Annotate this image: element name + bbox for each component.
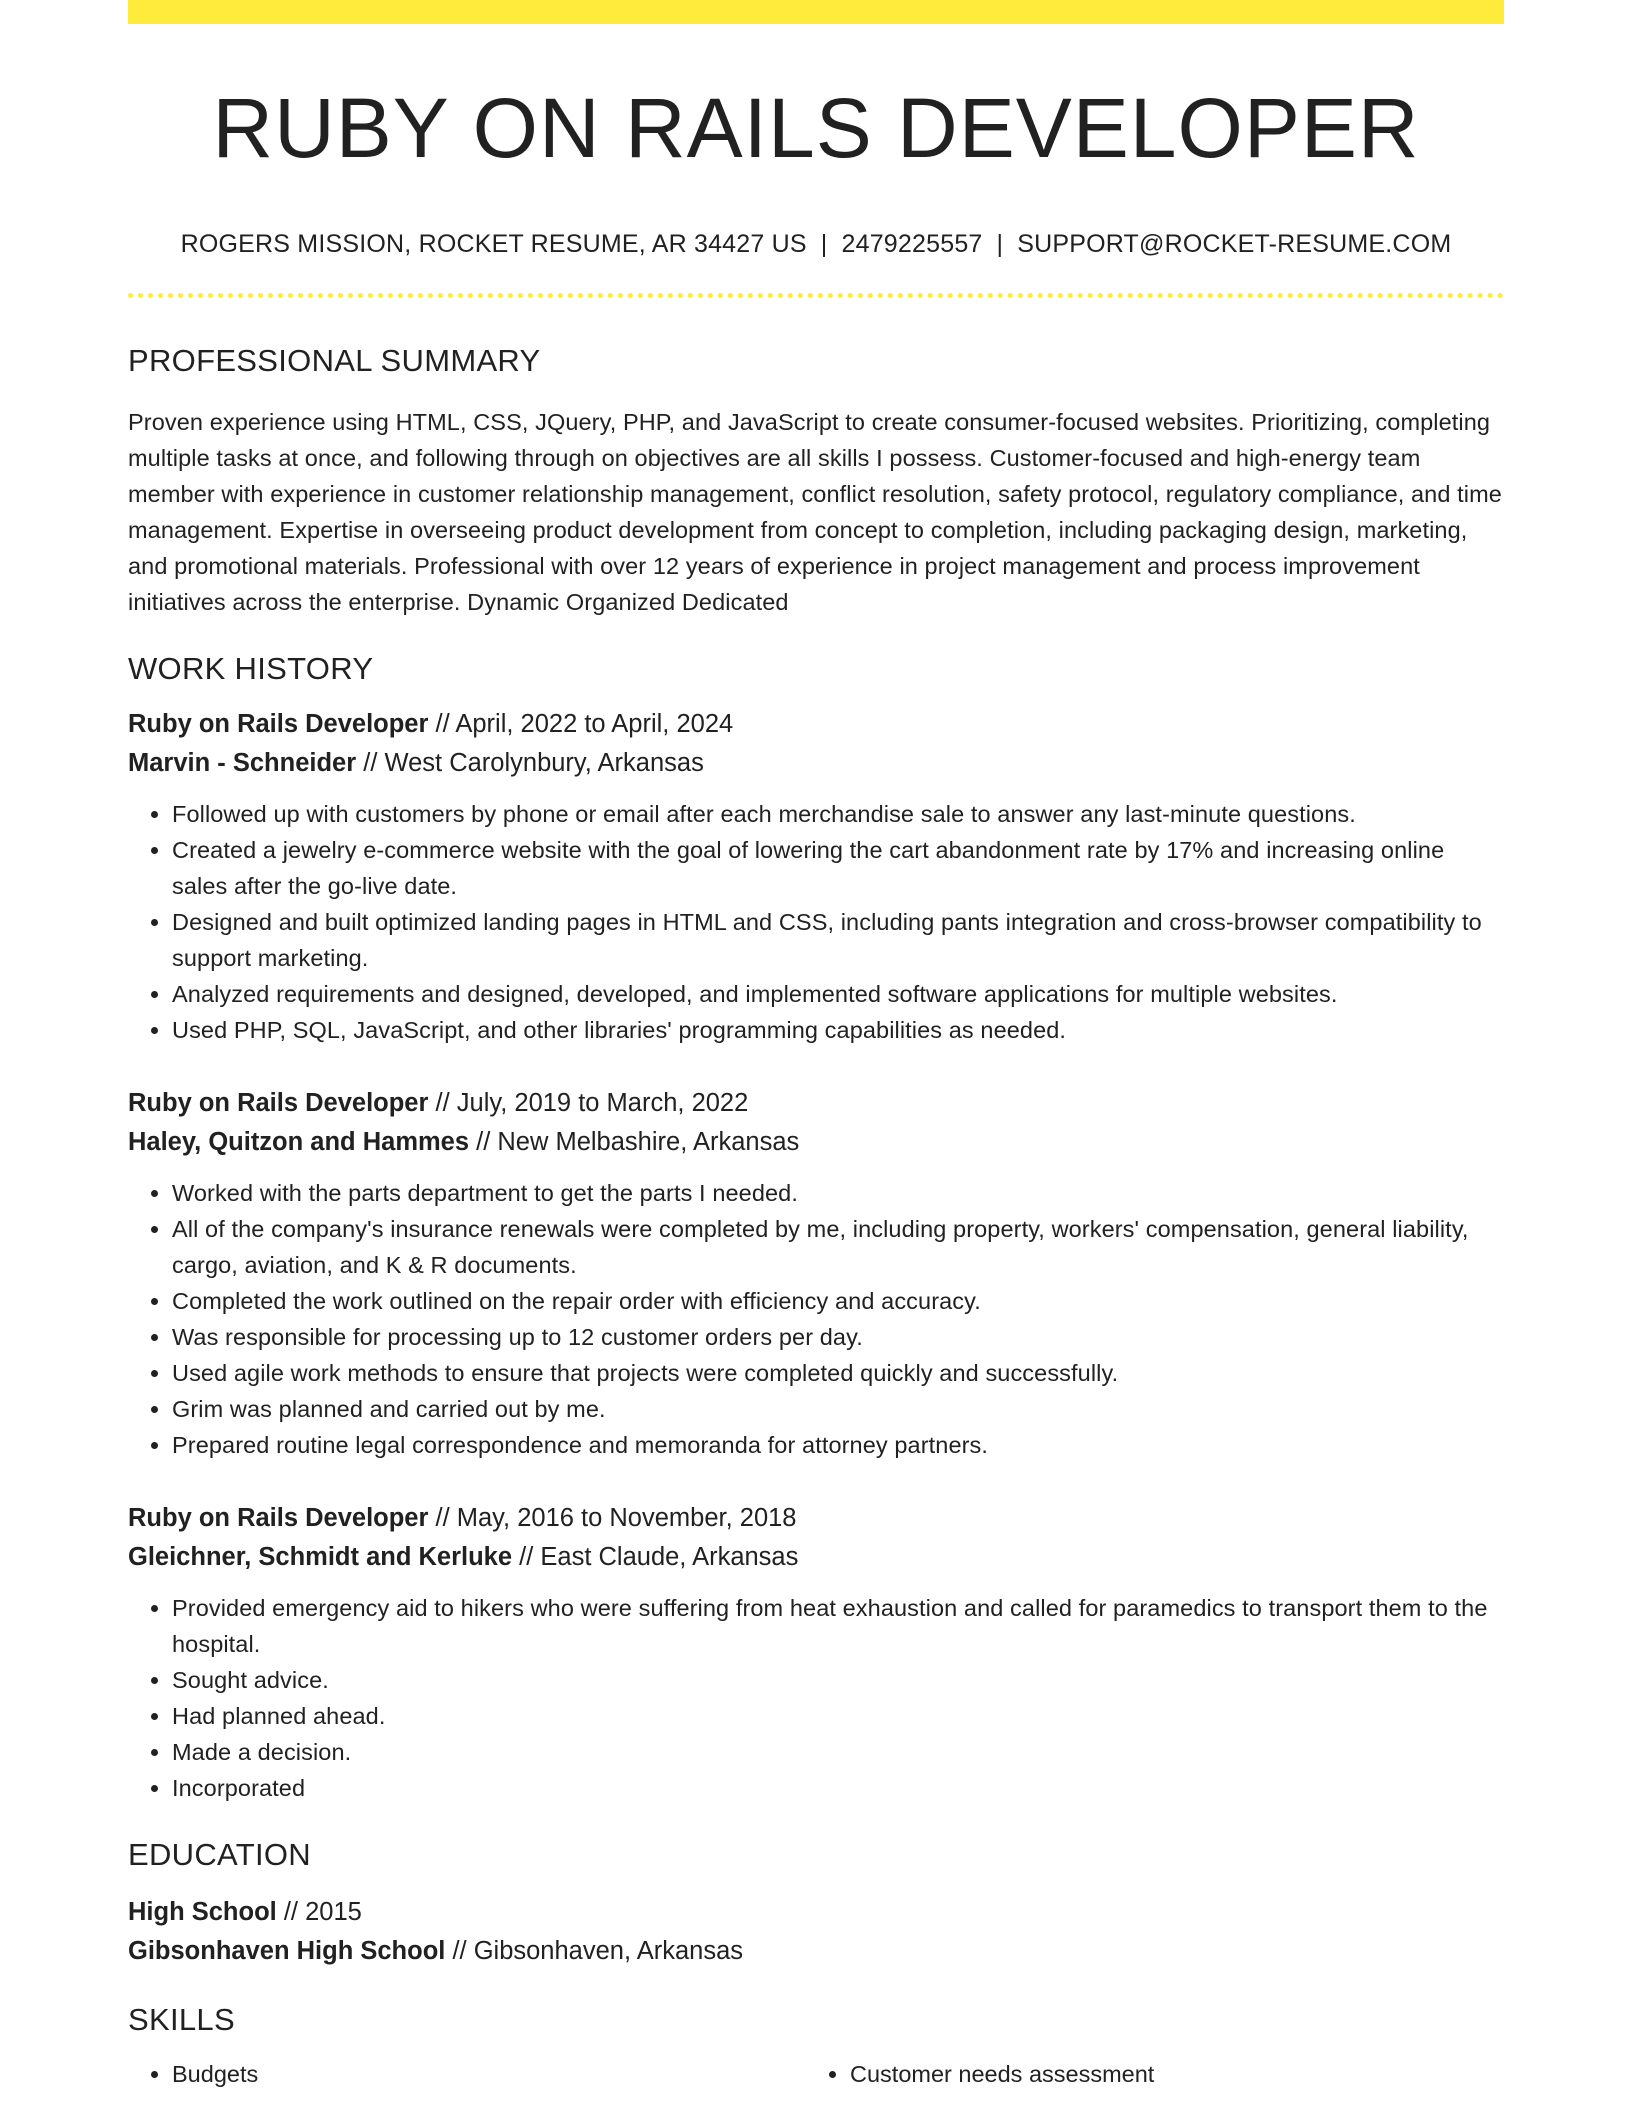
job-company: Marvin - Schneider bbox=[128, 748, 357, 777]
education-school-line bbox=[128, 1932, 1504, 1971]
contact-phone: 2479225557 bbox=[841, 230, 983, 259]
contact-email: SUPPORT@ROCKET-RESUME.COM bbox=[1017, 230, 1452, 259]
job-location: // East Claude, Arkansas bbox=[512, 1542, 799, 1571]
contact-line bbox=[128, 229, 1504, 259]
list-item: • Used agile work methods to ensure that projects were completed quickly and successfully. bbox=[172, 1355, 1504, 1391]
job-location: // West Carolynbury, Arkansas bbox=[356, 748, 704, 777]
job-bullets bbox=[128, 796, 1504, 1048]
list-item: • Was responsible for processing up to 12 customer orders per day. bbox=[172, 1319, 1504, 1355]
job-bullets bbox=[128, 1590, 1504, 1806]
list-item: • Made a decision. bbox=[172, 1734, 1504, 1770]
job-entry bbox=[128, 1499, 1504, 1806]
list-item: • Designed and built optimized landing pages in HTML and CSS, including pants integration and cross-browser compatibility to support marketing. bbox=[172, 904, 1504, 976]
skills-columns bbox=[128, 2056, 1504, 2092]
list-item: • All of the company's insurance renewals were completed by me, including property, workers' compensation, general liability, cargo, aviation, and K & R documents. bbox=[172, 1211, 1504, 1283]
job-company: Haley, Quitzon and Hammes bbox=[128, 1127, 470, 1156]
job-company-line bbox=[128, 1538, 1504, 1577]
education-heading: EDUCATION bbox=[128, 1836, 311, 1872]
education-degree-line bbox=[128, 1893, 1504, 1932]
job-company: Gleichner, Schmidt and Kerluke bbox=[128, 1542, 513, 1571]
contact-address: ROGERS MISSION, ROCKET RESUME, AR 34427 US bbox=[180, 230, 807, 259]
job-title: Ruby on Rails Developer bbox=[128, 1088, 429, 1117]
skills-heading: SKILLS bbox=[128, 2001, 235, 2037]
work-history-heading: WORK HISTORY bbox=[128, 650, 374, 686]
skill-item: • Budgets bbox=[172, 2056, 806, 2092]
education-entry bbox=[128, 1893, 1504, 1971]
job-entry bbox=[128, 1084, 1504, 1463]
education-location: // Gibsonhaven, Arkansas bbox=[445, 1936, 744, 1965]
job-bullets bbox=[128, 1175, 1504, 1463]
list-item: • Used PHP, SQL, JavaScript, and other libraries' programming capabilities as needed. bbox=[172, 1012, 1504, 1048]
list-item: • Created a jewelry e-commerce website with the goal of lowering the cart abandonment rate by 17% and increasing online sales after the go-live date. bbox=[172, 832, 1504, 904]
list-item: • Analyzed requirements and designed, developed, and implemented software applications for multiple websites. bbox=[172, 976, 1504, 1012]
job-company-line bbox=[128, 744, 1504, 783]
job-dates: // July, 2019 to March, 2022 bbox=[428, 1088, 749, 1117]
resume-page bbox=[128, 0, 1504, 2092]
education-degree: High School bbox=[128, 1897, 277, 1926]
summary-text: Proven experience using HTML, CSS, JQuery, PHP, and JavaScript to create consumer-focused websites. Prioritizing, completing multiple tasks at once, and following through on objectives are all skills I possess. Customer-focused and high-energy team member with experience in customer relationship management, conflict resolution, safety protocol, regulatory compliance, and time management. Expertise in overseeing product development from concept to completion, including packaging design, marketing, and promotional materials. Professional with over 12 years of experience in project management and process improvement initiatives across the enterprise. Dynamic Organized Dedicated bbox=[128, 408, 1502, 615]
top-accent-bar bbox=[128, 0, 1504, 24]
education-year: // 2015 bbox=[276, 1897, 362, 1926]
job-title-line bbox=[128, 1084, 1504, 1123]
list-item: • Sought advice. bbox=[172, 1662, 1504, 1698]
contact-separator: | bbox=[996, 230, 1004, 259]
dotted-divider bbox=[128, 293, 1504, 298]
job-location: // New Melbashire, Arkansas bbox=[469, 1127, 800, 1156]
list-item: • Grim was planned and carried out by me. bbox=[172, 1391, 1504, 1427]
summary-heading: PROFESSIONAL SUMMARY bbox=[128, 343, 541, 379]
list-item: • Completed the work outlined on the repair order with efficiency and accuracy. bbox=[172, 1283, 1504, 1319]
job-title: Ruby on Rails Developer bbox=[128, 709, 429, 738]
list-item: • Provided emergency aid to hikers who were suffering from heat exhaustion and called for paramedics to transport them to the hospital. bbox=[172, 1590, 1504, 1662]
contact-separator: | bbox=[820, 230, 828, 259]
education-school: Gibsonhaven High School bbox=[128, 1936, 446, 1965]
skills-right-list bbox=[806, 2056, 1484, 2092]
list-item: • Prepared routine legal correspondence and memoranda for attorney partners. bbox=[172, 1427, 1504, 1463]
skill-item: • Customer needs assessment bbox=[850, 2056, 1484, 2092]
job-title: Ruby on Rails Developer bbox=[128, 1503, 429, 1532]
job-title-line bbox=[128, 705, 1504, 744]
job-dates: // May, 2016 to November, 2018 bbox=[428, 1503, 797, 1532]
list-item: • Followed up with customers by phone or email after each merchandise sale to answer any last-minute questions. bbox=[172, 796, 1504, 832]
list-item: • Had planned ahead. bbox=[172, 1698, 1504, 1734]
list-item: • Worked with the parts department to get the parts I needed. bbox=[172, 1175, 1504, 1211]
job-title-line bbox=[128, 1499, 1504, 1538]
skills-left-list bbox=[128, 2056, 806, 2092]
job-entry bbox=[128, 705, 1504, 1048]
job-dates: // April, 2022 to April, 2024 bbox=[428, 709, 734, 738]
job-company-line bbox=[128, 1123, 1504, 1162]
resume-title: RUBY ON RAILS DEVELOPER bbox=[212, 81, 1420, 175]
list-item: • Incorporated bbox=[172, 1770, 1504, 1806]
